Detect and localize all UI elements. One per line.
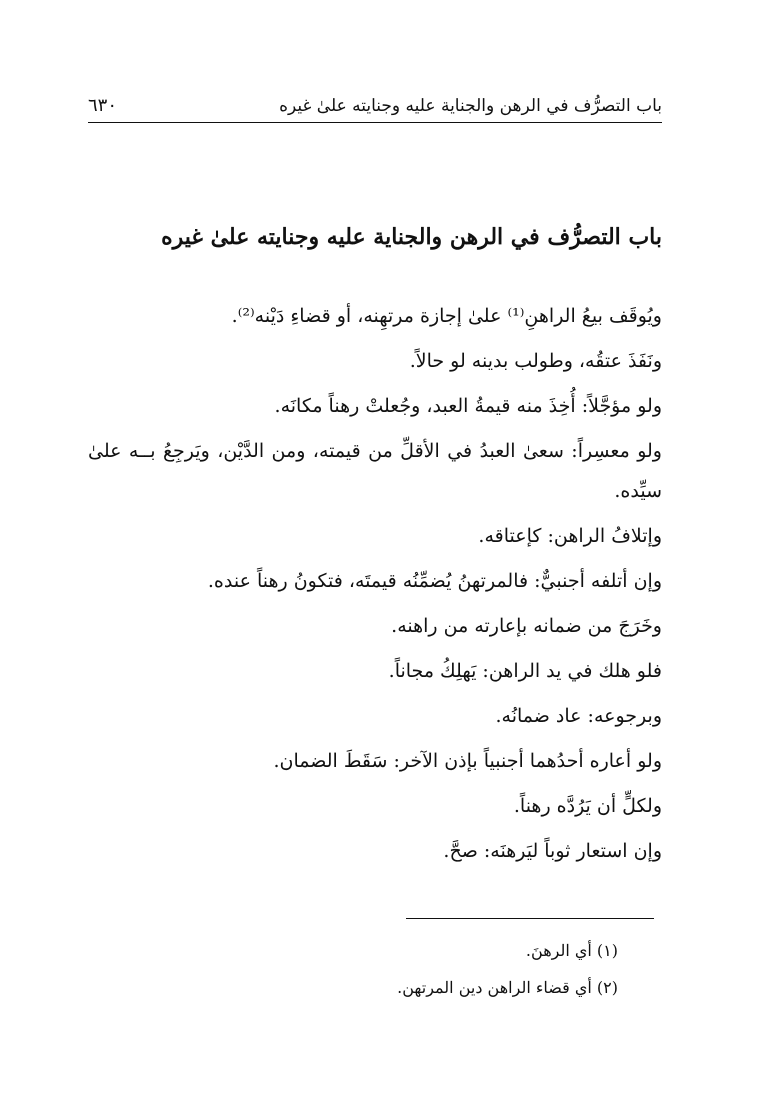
page-number: ٦٣٠ [88, 95, 118, 116]
paragraph: وإن أتلفه أجنبيٌّ: فالمرتهنُ يُضمِّنُه قيمتَه، فتكونُ رهناً عنده. [207, 570, 662, 592]
paragraph: ونَفَذَ عتقُه، وطولب بدينه لو حالاً. [409, 350, 662, 372]
footnote-separator [406, 918, 654, 919]
running-header [88, 88, 662, 123]
footnote: (٢) أي قضاء الراهن دين المرتهن. [397, 978, 618, 997]
footnotes [218, 932, 618, 1006]
paragraph: وخَرَجَ من ضمانه بإعارته من راهنه. [391, 615, 662, 637]
paragraph: ولو معسِراً: سعىٰ العبدُ في الأقلِّ من قيمته، ومن الدَّيْن، ويَرجِعُ بــه علىٰ سيِّده. [88, 440, 662, 502]
paragraph: ولكلٍّ أن يَرُدَّه رهناً. [513, 795, 662, 817]
paragraph: فلو هلك في يد الراهن: يَهلِكُ مجاناً. [388, 660, 662, 682]
paragraph: ولو مؤجَّلاً: أُخِذَ منه قيمةُ العبد، وجُعلتْ رهناً مكانَه. [274, 395, 662, 417]
paragraph: ويُوقَف بيعُ الراهنِ⁽¹⁾ علىٰ إجازة مرتهِنه، أو قضاءِ دَيْنه⁽²⁾. [231, 305, 662, 327]
paragraph: وبرجوعه: عاد ضمانُه. [495, 705, 662, 727]
paragraph: وإن استعار ثوباً ليَرهنَه: صحَّ. [443, 840, 662, 862]
footnote: (١) أي الرهنَ. [525, 941, 618, 960]
paragraph: ولو أعاره أحدُهما أجنبياً بإذن الآخر: سَقَطَ الضمان. [273, 750, 662, 772]
running-title: باب التصرُّف في الرهن والجناية عليه وجنايته علىٰ غيره [279, 96, 662, 116]
body-text [88, 296, 662, 876]
chapter-title: باب التصرُّف في الرهن والجناية عليه وجنايته علىٰ غيره [161, 224, 662, 250]
paragraph: وإتلافُ الراهن: كإعتاقه. [478, 525, 662, 547]
